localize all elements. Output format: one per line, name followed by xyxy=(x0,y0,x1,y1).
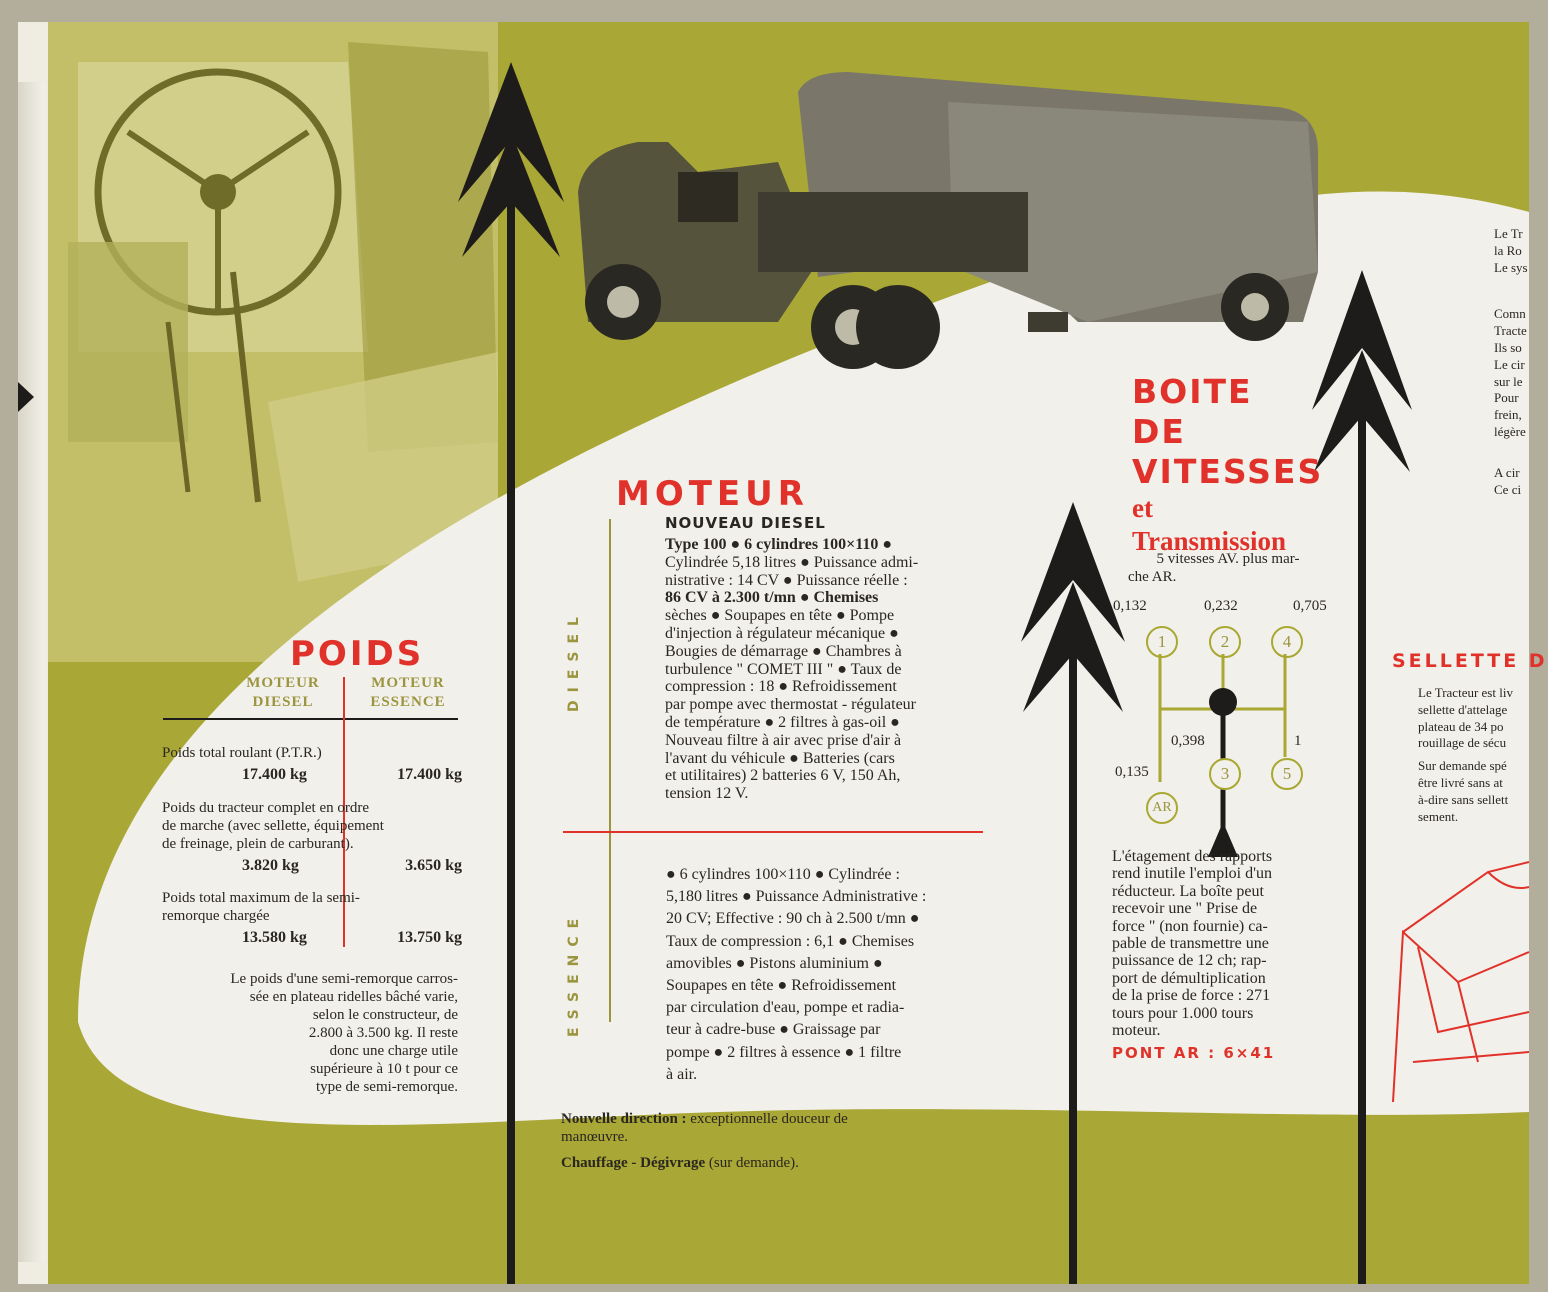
poids-row-label: remorque chargée xyxy=(162,908,270,924)
gear-3: 3 xyxy=(1209,758,1241,790)
gear-4: 4 xyxy=(1271,626,1303,658)
essence-line: Soupapes en tête ● Refroidissement xyxy=(666,977,897,995)
boite-text-line: rend inutile l'emploi d'un xyxy=(1112,865,1272,883)
moteur-title: MOTEUR xyxy=(616,474,809,514)
poids-essence-value: 13.750 kg xyxy=(397,929,462,946)
sellette-line: rouillage de sécu xyxy=(1418,735,1507,751)
diesel-specs xyxy=(665,536,985,803)
poids-col-essence xyxy=(358,674,458,712)
right-edge-text xyxy=(1494,226,1528,498)
poids-row-label: Poids du tracteur complet en ordre xyxy=(162,800,370,816)
boite-text-line: recevoir une " Prise de xyxy=(1112,900,1258,918)
boite-et: et xyxy=(1132,493,1153,523)
diesel-line: l'avant du véhicule ● Batteries (cars xyxy=(665,749,895,767)
diesel-line: Cylindrée 5,18 litres ● Puissance admi- xyxy=(665,553,919,571)
sellette-line: sellette d'attelage xyxy=(1418,701,1508,717)
diesel-line: 86 CV à 2.300 t/mn ● Chemises xyxy=(665,589,879,607)
essence-line: ● 6 cylindres 100×110 ● Cylindrée : xyxy=(666,866,900,883)
right-edge-line: légère xyxy=(1494,423,1526,439)
poids-row-label: Poids total maximum de la semi- xyxy=(162,890,360,906)
poids-col-essence-line: MOTEUR xyxy=(371,675,445,691)
right-edge-line: Le sys xyxy=(1494,259,1528,275)
sellette-line: plateau de 34 po xyxy=(1418,718,1504,734)
diesel-line: Type 100 ● 6 cylindres 100×110 ● xyxy=(665,536,892,553)
sellette-title: SELLETTE D xyxy=(1392,650,1548,672)
right-edge-line: Le cir xyxy=(1494,356,1525,372)
sellette-line: Sur demande spé xyxy=(1418,758,1507,774)
poids-note-line: type de semi-remorque. xyxy=(315,1079,458,1095)
diesel-block xyxy=(665,514,985,803)
right-edge-line: Comn xyxy=(1494,306,1526,322)
poids-row xyxy=(162,744,462,784)
right-edge-line: Ils so xyxy=(1494,339,1522,355)
boite-text-line: puissance de 12 ch; rap- xyxy=(1112,952,1267,970)
essence-line: par circulation d'eau, pompe et radia- xyxy=(666,999,905,1017)
poids-row-label: Poids total roulant (P.T.R.) xyxy=(162,745,322,761)
essence-line: amovibles ● Pistons aluminium ● xyxy=(666,954,883,972)
essence-label: ESSENCE xyxy=(566,910,582,1037)
poids-row xyxy=(162,799,462,875)
ratio-1: 0,132 xyxy=(1113,598,1147,614)
gear-ar: AR xyxy=(1146,792,1178,824)
poids-col-diesel-line: DIESEL xyxy=(252,694,314,710)
boite-title-line: DE xyxy=(1132,412,1186,451)
brochure-page xyxy=(18,22,1548,1284)
poids-note-line: Le poids d'une semi-remorque carros- xyxy=(230,971,458,987)
diesel-line: turbulence " COMET III " ● Taux de xyxy=(665,660,902,678)
right-edge-line: sur le xyxy=(1494,373,1523,389)
essence-line: 5,180 litres ● Puissance Administrative : xyxy=(666,888,927,906)
poids-note-line: 2.800 à 3.500 kg. Il reste xyxy=(308,1025,458,1041)
boite-text-line: port de démultiplication xyxy=(1112,969,1266,987)
direction-label: Nouvelle direction : xyxy=(561,1111,687,1127)
boite-title xyxy=(1132,372,1323,492)
poids-diesel-value: 3.820 kg xyxy=(242,857,299,874)
ratio-ar: 0,135 xyxy=(1115,764,1149,780)
boite-intro-line: 5 vitesses AV. plus mar- xyxy=(1156,551,1300,567)
sellette-line: sement. xyxy=(1418,808,1459,824)
diesel-line: par pompe avec thermostat - régulateur xyxy=(665,696,916,714)
poids-row xyxy=(162,889,462,947)
boite-intro-line: che AR. xyxy=(1128,569,1177,585)
boite-text-line: force " (non fournie) ca- xyxy=(1112,917,1268,935)
sellette-line: à-dire sans sellett xyxy=(1418,791,1509,807)
poids-note-line: sée en plateau ridelles bâché varie, xyxy=(249,989,458,1005)
diesel-line: sèches ● Soupapes en tête ● Pompe xyxy=(665,607,895,625)
nouveau-diesel-heading: NOUVEAU DIESEL xyxy=(665,514,826,532)
chauffage-text: (sur demande). xyxy=(708,1155,799,1171)
right-edge-line: Pour xyxy=(1494,390,1519,406)
boite-text-line: de la prise de force : 271 xyxy=(1112,987,1271,1005)
boite-intro xyxy=(1123,550,1333,586)
essence-line: à air. xyxy=(666,1065,698,1083)
right-edge-line: la Ro xyxy=(1494,242,1522,258)
left-edge-arrow xyxy=(18,382,34,412)
ratio-4: 0,705 xyxy=(1293,598,1327,614)
boite-title-line: VITESSES xyxy=(1132,452,1324,491)
poids-col-essence-line: ESSENCE xyxy=(370,694,446,710)
poids-col-diesel xyxy=(233,674,333,712)
poids-row-label: de marche (avec sellette, équipement xyxy=(162,818,384,834)
right-edge-line: A cir xyxy=(1494,464,1520,480)
boite-transmission: Transmission xyxy=(1132,526,1287,556)
essence-line: pompe ● 2 filtres à essence ● 1 filtre xyxy=(666,1043,902,1061)
pont-ar: PONT AR : 6×41 xyxy=(1112,1044,1276,1062)
sellette-text xyxy=(1418,685,1513,825)
ratio-2: 0,232 xyxy=(1204,598,1238,614)
poids-diesel-value: 17.400 kg xyxy=(242,766,307,783)
diesel-line: compression : 18 ● Refroidissement xyxy=(665,678,897,696)
right-edge-line: Le Tr xyxy=(1494,226,1523,241)
poids-col-diesel-line: MOTEUR xyxy=(246,675,320,691)
diesel-line: Bougies de démarrage ● Chambres à xyxy=(665,642,902,660)
essence-line: Taux de compression : 6,1 ● Chemises xyxy=(666,932,915,950)
essence-line: teur à cadre-buse ● Graissage par xyxy=(666,1021,881,1039)
poids-diesel-value: 13.580 kg xyxy=(242,929,307,946)
boite-text-line: L'étagement des rapports xyxy=(1112,848,1273,865)
poids-essence-value: 17.400 kg xyxy=(397,766,462,783)
right-edge-line: Ce ci xyxy=(1494,481,1522,497)
poids-title: POIDS xyxy=(290,634,425,674)
essence-line: 20 CV; Effective : 90 ch à 2.500 t/mn ● xyxy=(666,910,920,928)
diesel-line: Nouveau filtre à air avec prise d'air à xyxy=(665,731,902,749)
ratio-5: 1 xyxy=(1294,733,1302,749)
direction-note xyxy=(561,1110,991,1172)
boite-text-line: moteur. xyxy=(1112,1022,1161,1040)
right-edge-line: frein, xyxy=(1494,407,1522,423)
direction-text: exceptionnelle douceur de xyxy=(690,1111,848,1127)
diesel-line: tension 12 V. xyxy=(665,785,749,803)
sellette-line: Le Tracteur est liv xyxy=(1418,685,1513,700)
poids-note-line: supérieure à 10 t pour ce xyxy=(310,1061,458,1077)
sellette-line: être livré sans at xyxy=(1418,774,1503,790)
diesel-line: nistrative : 14 CV ● Puissance réelle : xyxy=(665,571,908,589)
boite-title-line: BOITE xyxy=(1132,372,1253,411)
ratio-3: 0,398 xyxy=(1171,733,1205,749)
boite-text-line: réducteur. La boîte peut xyxy=(1112,882,1264,900)
boite-text-line: tours pour 1.000 tours xyxy=(1112,1004,1254,1022)
poids-essence-value: 3.650 kg xyxy=(405,857,462,874)
poids-note xyxy=(158,970,458,1096)
direction-text-cont: manœuvre. xyxy=(561,1129,629,1145)
boite-text-line: pable de transmettre une xyxy=(1112,935,1269,953)
chauffage-label: Chauffage - Dégivrage xyxy=(561,1155,706,1171)
gear-1: 1 xyxy=(1146,626,1178,658)
essence-specs xyxy=(666,864,988,1086)
poids-note-line: selon le constructeur, de xyxy=(312,1007,458,1023)
gear-5: 5 xyxy=(1271,758,1303,790)
poids-row-label: de freinage, plein de carburant). xyxy=(162,836,354,852)
diesel-line: d'injection à régulateur mécanique ● xyxy=(665,624,899,642)
poids-note-line: donc une charge utile xyxy=(329,1043,458,1059)
boite-text xyxy=(1112,848,1317,1039)
diesel-line: de température ● 2 filtres à gas-oil ● xyxy=(665,713,900,731)
gear-2: 2 xyxy=(1209,626,1241,658)
right-edge-line: Tracte xyxy=(1494,323,1527,339)
diesel-label: DIESEL xyxy=(566,609,582,712)
diesel-line: et utilitaires) 2 batteries 6 V, 150 Ah, xyxy=(665,767,901,785)
